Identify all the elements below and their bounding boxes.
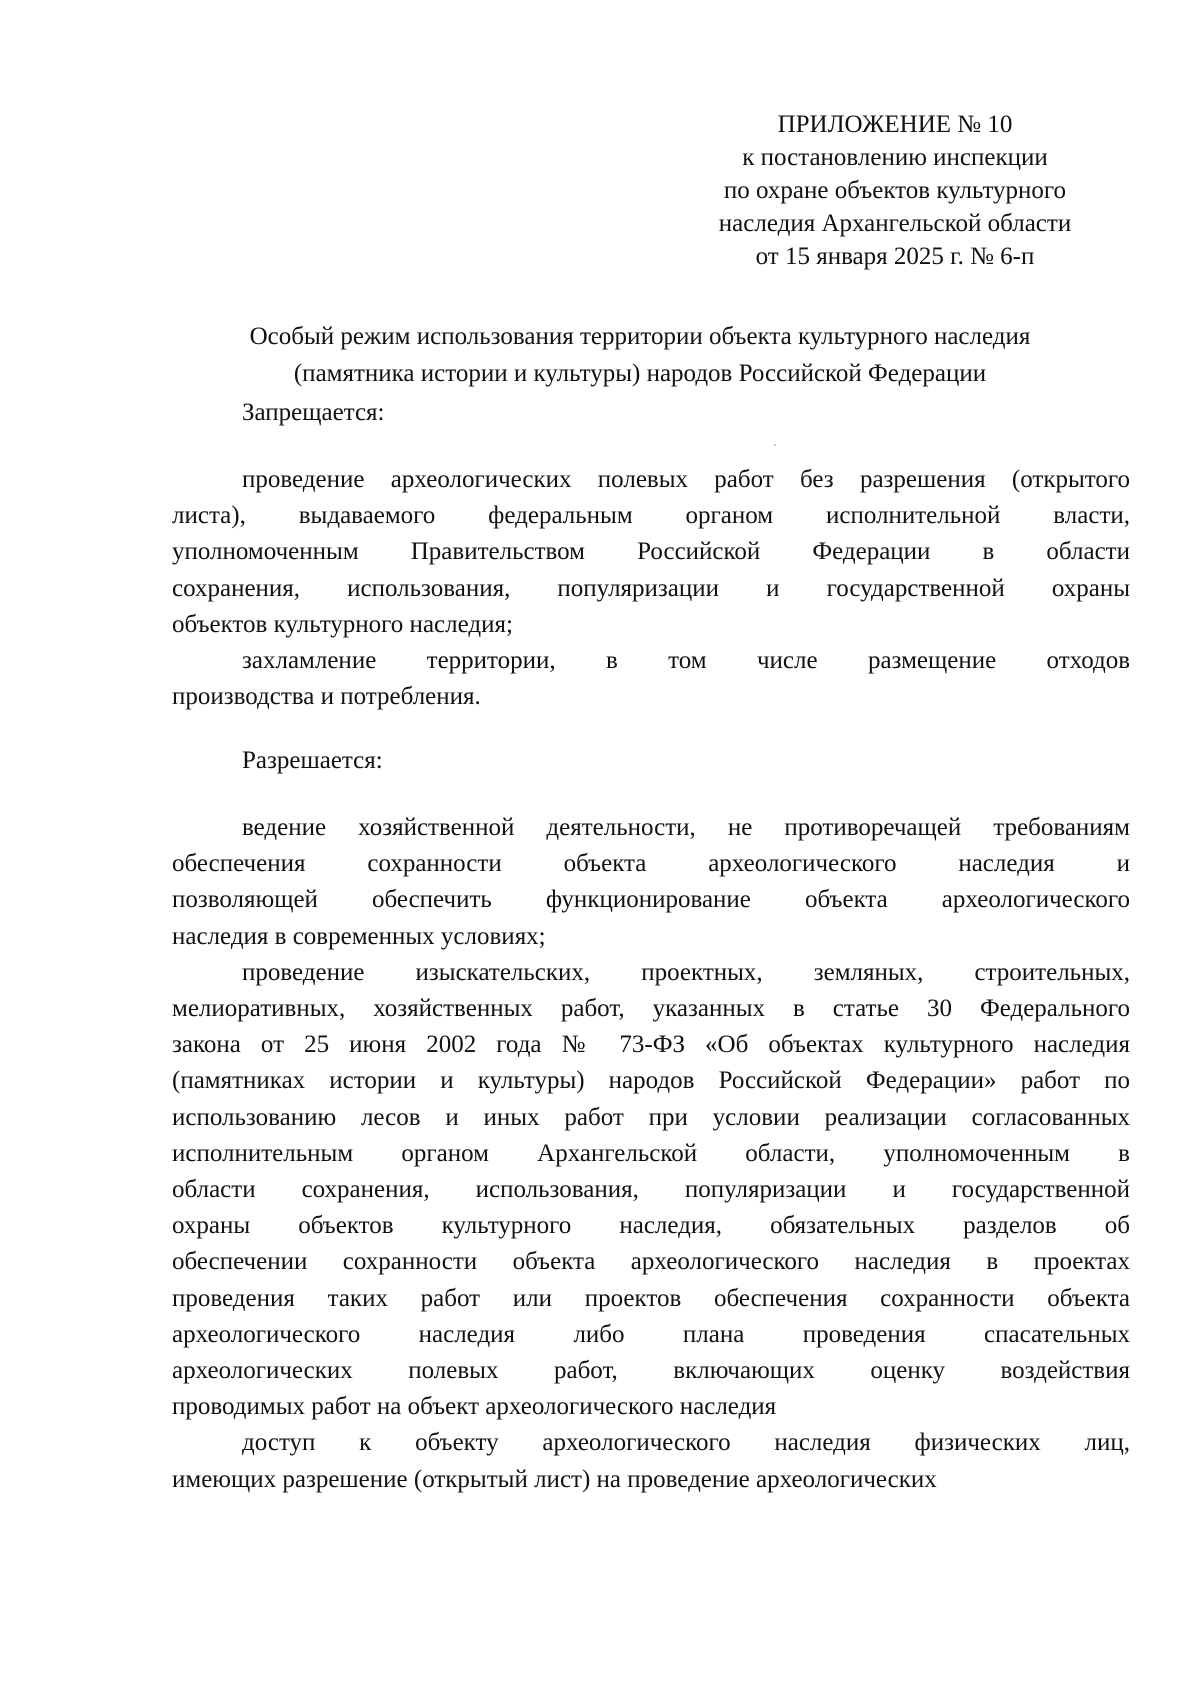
title-line: Особый режим использования территории объекта культурного наследия	[249, 323, 1031, 350]
appendix-ref-line: к постановлению инспекции	[742, 144, 1048, 171]
permitted-list	[172, 810, 1130, 1498]
text-line: имеющих разрешение (открытый лист) на проведение археологических	[172, 1465, 937, 1493]
list-item	[172, 643, 1130, 715]
appendix-header	[660, 108, 1130, 273]
text-line: охраны объектов культурного наследия, обязательных разделов об	[172, 1212, 1130, 1240]
appendix-ref-line: наследия Архангельской области	[718, 210, 1072, 237]
text-line: позволяющей обеспечить функционирование объекта археологического	[172, 886, 1130, 914]
text-line: доступ к объекту археологического наследия физических лиц,	[242, 1429, 1130, 1457]
title-line: (памятника истории и культуры) народов Российской Федерации	[293, 360, 987, 387]
text-line: археологического наследия либо плана проведения спасательных	[172, 1320, 1130, 1348]
text-line: использованию лесов и иных работ при условии реализации согласованных	[172, 1103, 1130, 1131]
prohibited-heading: Запрещается:	[242, 399, 385, 426]
text-line: ведение хозяйственной деятельности, не противоречащей требованиям	[242, 814, 1130, 841]
text-line: проведение изыскательских, проектных, земляных, строительных,	[242, 958, 1130, 986]
permitted-heading: Разрешается:	[242, 747, 383, 774]
text-line: проведение археологических полевых работ без разрешения (открытого	[242, 466, 1130, 493]
text-line: (памятниках истории и культуры) народов Российской Федерации» работ по	[172, 1067, 1130, 1095]
text-line: мелиоративных, хозяйственных работ, указанных в статье 30 Федерального	[172, 995, 1130, 1023]
appendix-number: ПРИЛОЖЕНИЕ № 10	[777, 111, 1013, 138]
document-title	[150, 318, 1130, 392]
text-line: проведения таких работ или проектов обеспечения сохранности объекта	[172, 1284, 1130, 1312]
text-line: листа), выдаваемого федеральным органом исполнительной власти,	[172, 502, 1130, 530]
scan-speck	[774, 444, 776, 446]
list-item	[172, 462, 1130, 643]
list-item	[172, 955, 1130, 1426]
list-item	[172, 810, 1130, 955]
text-line: проводимых работ на объект археологического наследия	[172, 1393, 777, 1421]
text-line: обеспечения сохранности объекта археологического наследия и	[172, 850, 1130, 878]
prohibited-list	[172, 462, 1130, 715]
text-line: исполнительным органом Архангельской области, уполномоченным в	[172, 1139, 1130, 1167]
text-line: области сохранения, использования, популяризации и государственной	[172, 1176, 1130, 1204]
text-line: производства и потребления.	[172, 683, 481, 711]
text-line: захламление территории, в том числе размещение отходов	[242, 647, 1130, 675]
text-line: обеспечении сохранности объекта археологического наследия в проектах	[172, 1248, 1130, 1276]
text-line: объектов культурного наследия;	[172, 610, 513, 638]
text-line: археологических полевых работ, включающих оценку воздействия	[172, 1357, 1130, 1385]
list-item	[172, 1425, 1130, 1497]
appendix-date-number: от 15 января 2025 г. № 6-п	[755, 243, 1035, 270]
text-line: сохранения, использования, популяризации и государственной охраны	[172, 574, 1130, 602]
text-line: наследия в современных условиях;	[172, 922, 546, 950]
text-line: уполномоченным Правительством Российской Федерации в области	[172, 538, 1130, 566]
appendix-ref-line: по охране объектов культурного	[723, 177, 1067, 204]
text-line: закона от 25 июня 2002 года № 73-ФЗ «Об объектах культурного наследия	[172, 1031, 1130, 1059]
